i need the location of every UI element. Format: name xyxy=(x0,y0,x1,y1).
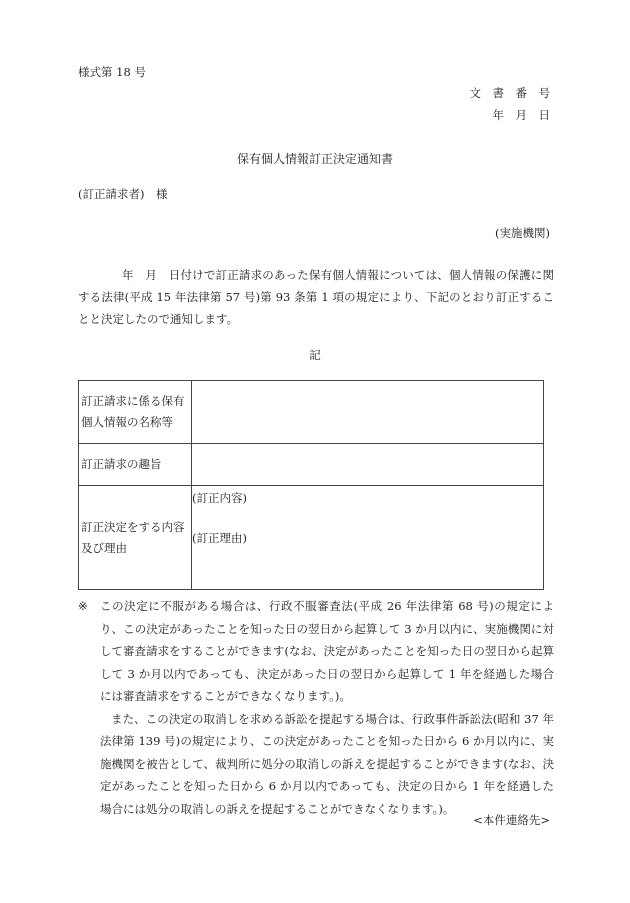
note-mark: ※ xyxy=(78,599,88,613)
body-paragraph xyxy=(78,264,554,330)
row-value-info-name xyxy=(192,381,544,444)
note-section xyxy=(78,595,554,820)
document-title: 保有個人情報訂正決定通知書 xyxy=(236,152,393,166)
body-text: 年 月 日付けで訂正請求のあった保有個人情報については、個人情報の保護に関する法律(平成 15 年法律第 57 号)第 93 条第 1 項の規定により、下記のとおり訂正することと決定したので通知します。 xyxy=(78,268,554,326)
table-row xyxy=(79,444,544,486)
table-row xyxy=(79,381,544,444)
note-row xyxy=(78,595,554,708)
document-number-label: 文 書 番 号 xyxy=(469,86,550,100)
correction-reason-label: (訂正理由) xyxy=(192,531,247,545)
date-label: 年 月 日 xyxy=(492,108,550,122)
issuer: (実施機関) xyxy=(495,226,550,240)
addressee: (訂正請求者) 様 xyxy=(78,187,168,201)
note-paragraph-1: この決定に不服がある場合は、行政不服審査法(平成 26 年法律第 68 号)の規定により、この決定があったことを知った日の翌日から起算して 3 か月以内に、実施機関に対して審査請求をすることができます(なお、決定があったことを知った日の翌日から起算して 3 か月以内であっても、決定があった日の翌日から起算して 1 年を経過した場合には審査請求をすることができなくなります。)。 xyxy=(100,599,554,703)
row-label-request-purpose: 訂正請求の趣旨 xyxy=(79,444,192,486)
decision-table xyxy=(78,380,544,590)
row-value-decision xyxy=(192,486,544,590)
correction-content-label: (訂正内容) xyxy=(192,491,247,505)
form-number: 様式第 18 号 xyxy=(78,65,146,79)
row-value-request-purpose xyxy=(192,444,544,486)
ki-heading: 記 xyxy=(309,348,321,362)
row-label-decision: 訂正決定をする内容及び理由 xyxy=(79,486,192,590)
table-row xyxy=(79,486,544,590)
note-paragraph-2: また、この決定の取消しを求める訴訟を提起する場合は、行政事件訴訟法(昭和 37 年法律第 139 号)の規定により、この決定があったことを知った日から 6 か月以内に、実施機関を被告として、裁判所に処分の取消しの訴えを提起することができます(なお、決定があったことを知った日から 6 か月以内であっても、決定の日から 1 年を経過した場合には処分の取消しの訴えを提起することができなくなります。)。 xyxy=(100,711,554,816)
contact-heading: <本件連絡先> xyxy=(473,813,550,827)
row-label-info-name: 訂正請求に係る保有個人情報の名称等 xyxy=(79,381,192,444)
